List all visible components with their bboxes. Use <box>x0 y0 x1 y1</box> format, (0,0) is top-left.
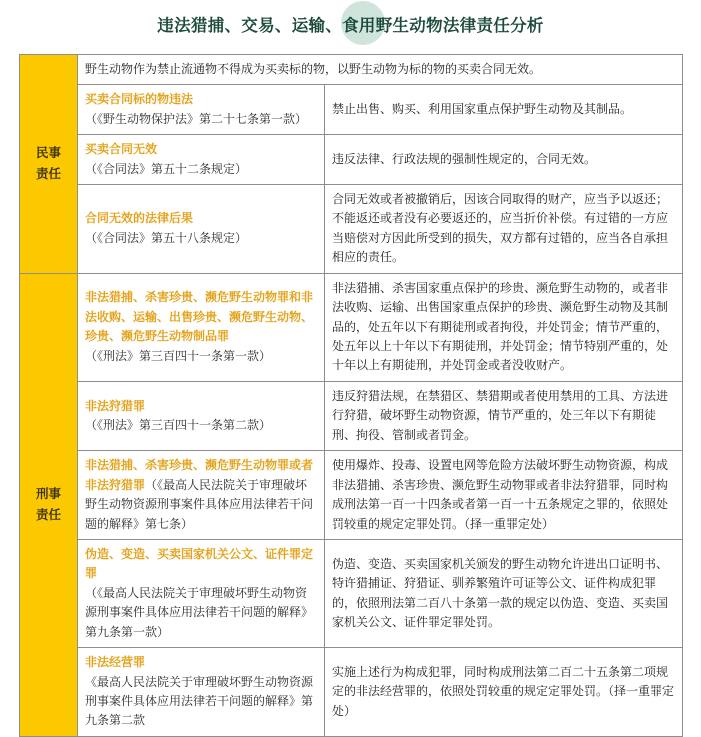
liability-table-container <box>19 54 682 737</box>
charge-citation: （《刑法》第三百四十一条第一款） <box>85 348 272 363</box>
charge-title: 非法经营罪 <box>85 655 146 670</box>
table-row <box>20 648 683 737</box>
category-label-line: 民事 <box>35 146 61 161</box>
liability-table <box>19 54 683 737</box>
provision-text-cell: 违反法律、行政法规的强制性规定的，合同无效。 <box>325 135 683 185</box>
table-row <box>20 55 683 85</box>
provision-text-cell: 禁止出售、购买、利用国家重点保护野生动物及其制品。 <box>325 85 683 135</box>
charge-title: 非法狩猎罪 <box>85 398 146 413</box>
charge-citation: （《合同法》第五十八条规定） <box>85 230 248 245</box>
charge-title: 合同无效的法律后果 <box>85 211 194 226</box>
charge-heading-cell <box>78 451 325 540</box>
provision-text-cell: 实施上述行为构成犯罪，同时构成刑法第二百二十五条第二项规定的非法经营罪的，依照处罚较重的规定定罪处罚。（择一重罪定处） <box>325 648 683 737</box>
provision-text-cell: 伪造、变造、买卖国家机关颁发的野生动物允许进出口证明书、特许猎捕证、狩猎证、驯养繁殖许可证等公文、证件构成犯罪的，依照刑法第二百八十条第一款的规定以伪造、变造、买卖国家机关公文、证件罪定罪处罚。 <box>325 539 683 647</box>
provision-text-cell: 使用爆炸、投毒、设置电网等危险方法破坏野生动物资源，构成非法猎捕、杀害珍贵、濒危野生动物罪或者非法狩猎罪，同时构成刑法第一百一十四条或者第一百一十五条规定之罪的，依照处罚较重的规定定罪处罚。（择一重罪定处） <box>325 451 683 540</box>
provision-text-cell: 非法猎捕、杀害国家重点保护的珍贵、濒危野生动物的，或者非法收购、运输、出售国家重点保护的珍贵、濒危野生动物及其制品的，处五年以下有期徒刑或者拘役，并处罚金；情节严重的，处五年以上十年以下有期徒刑，并处罚金；情节特别严重的，处十年以上有期徒刑，并处罚金或者没收财产。 <box>325 273 683 381</box>
charge-title: 买卖合同标的物违法 <box>85 92 194 107</box>
charge-title: 非法猎捕、杀害珍贵、濒危野生动物罪或者非法狩猎罪 <box>85 458 314 492</box>
charge-title: 买卖合同无效 <box>85 142 158 157</box>
charge-heading-cell <box>78 85 325 135</box>
charge-heading-cell <box>78 539 325 647</box>
intro-text-cell: 野生动物作为禁止流通物不得成为买卖标的物，以野生动物为标的物的买卖合同无效。 <box>78 55 683 85</box>
table-row <box>20 184 683 273</box>
charge-heading-cell <box>78 273 325 381</box>
category-label-line: 责任 <box>35 166 61 181</box>
table-row <box>20 135 683 185</box>
provision-text-cell: 合同无效或者被撤销后，因该合同取得的财产，应当予以返还；不能返还或者没有必要返还的，应当折价补偿。有过错的一方应当赔偿对方因此所受到的损失，双方都有过错的，应当各自承担相应的责任。 <box>325 184 683 273</box>
page-title-container <box>0 0 701 48</box>
table-row <box>20 381 683 450</box>
table-row <box>20 85 683 135</box>
table-row <box>20 273 683 381</box>
charge-title: 伪造、变造、买卖国家机关公文、证件罪定罪 <box>85 546 314 581</box>
category-label-line: 责任 <box>35 507 61 522</box>
charge-title: 非法猎捕、杀害珍贵、濒危野生动物罪和非法收购、运输、出售珍贵、濒危野生动物、珍贵、濒危野生动物制品罪 <box>85 290 314 344</box>
charge-citation: （《合同法》第五十二条规定） <box>85 161 248 176</box>
charge-citation: （《最高人民法院关于审理破坏野生动物资源刑事案件具体应用法律若干问题的解释》第九条第一款） <box>85 585 314 639</box>
page-title: 违法猎捕、交易、运输、食用野生动物法律责任分析 <box>157 17 544 35</box>
charge-heading-cell <box>78 648 325 737</box>
category-label-line: 刑事 <box>35 487 61 502</box>
category-cell-criminal <box>20 273 78 736</box>
charge-citation: （《野生动物保护法》第二十七条第一款） <box>85 111 308 126</box>
provision-text-cell: 违反狩猎法规，在禁猎区、禁猎期或者使用禁用的工具、方法进行狩猎，破坏野生动物资源，情节严重的，处三年以下有期徒刑、拘役、管制或者罚金。 <box>325 381 683 450</box>
charge-heading-cell <box>78 135 325 185</box>
table-row <box>20 451 683 540</box>
table-body <box>20 55 683 737</box>
table-row <box>20 539 683 647</box>
charge-citation: 《最高人民法院关于审理破坏野生动物资源刑事案件具体应用法律若干问题的解释》第九条第二款 <box>85 674 314 728</box>
charge-citation: （《最高人民法院关于审理破坏野生动物资源刑事案件具体应用法律若干问题的解释》第七条） <box>85 477 314 531</box>
charge-heading-cell <box>78 184 325 273</box>
charge-citation: （《刑法》第三百四十一条第二款） <box>85 418 272 433</box>
charge-heading-cell <box>78 381 325 450</box>
category-cell-civil <box>20 55 78 274</box>
